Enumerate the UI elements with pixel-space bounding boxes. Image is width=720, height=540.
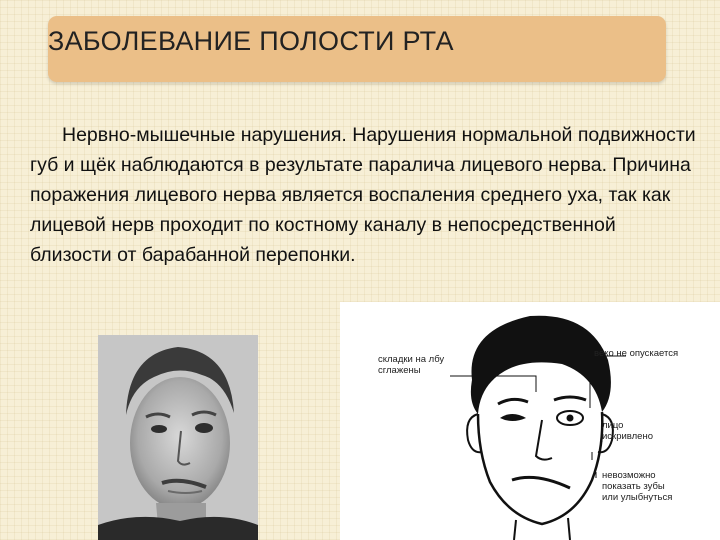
slide-body-text bbox=[30, 120, 702, 270]
callout-face-line1: лицо bbox=[602, 420, 624, 431]
face-sketch bbox=[340, 302, 720, 540]
callout-eyelid bbox=[594, 348, 678, 359]
callout-forehead-line1: складки на лбу bbox=[378, 354, 445, 365]
callout-forehead bbox=[378, 354, 444, 376]
callout-teeth-line1: невозможно bbox=[602, 470, 656, 481]
callout-forehead-line2: сглажены bbox=[378, 365, 421, 376]
palsy-diagram bbox=[340, 302, 720, 540]
callout-teeth-line3: или улыбнуться bbox=[602, 492, 673, 503]
callout-eyelid-text: веко не опускается bbox=[594, 348, 679, 359]
body-rest: Нарушения нормальной подвижности губ и щёк наблюдаются в результате паралича лицевого нерва. Причина поражения лицевого нерва является воспаления среднего уха, так как лицевой нерв проходит по костному каналу в непосредственной близости от барабанной перепонки. bbox=[30, 124, 696, 266]
callout-teeth bbox=[602, 470, 672, 503]
body-lead: Нервно-мышечные нарушения. bbox=[62, 124, 347, 146]
patient-photo bbox=[98, 335, 258, 540]
slide-title: ЗАБОЛЕВАНИЕ ПОЛОСТИ РТА bbox=[48, 26, 454, 56]
callout-face-line2: искривлено bbox=[602, 431, 653, 442]
callout-face bbox=[602, 420, 653, 442]
callout-teeth-line2: показать зубы bbox=[602, 481, 665, 492]
